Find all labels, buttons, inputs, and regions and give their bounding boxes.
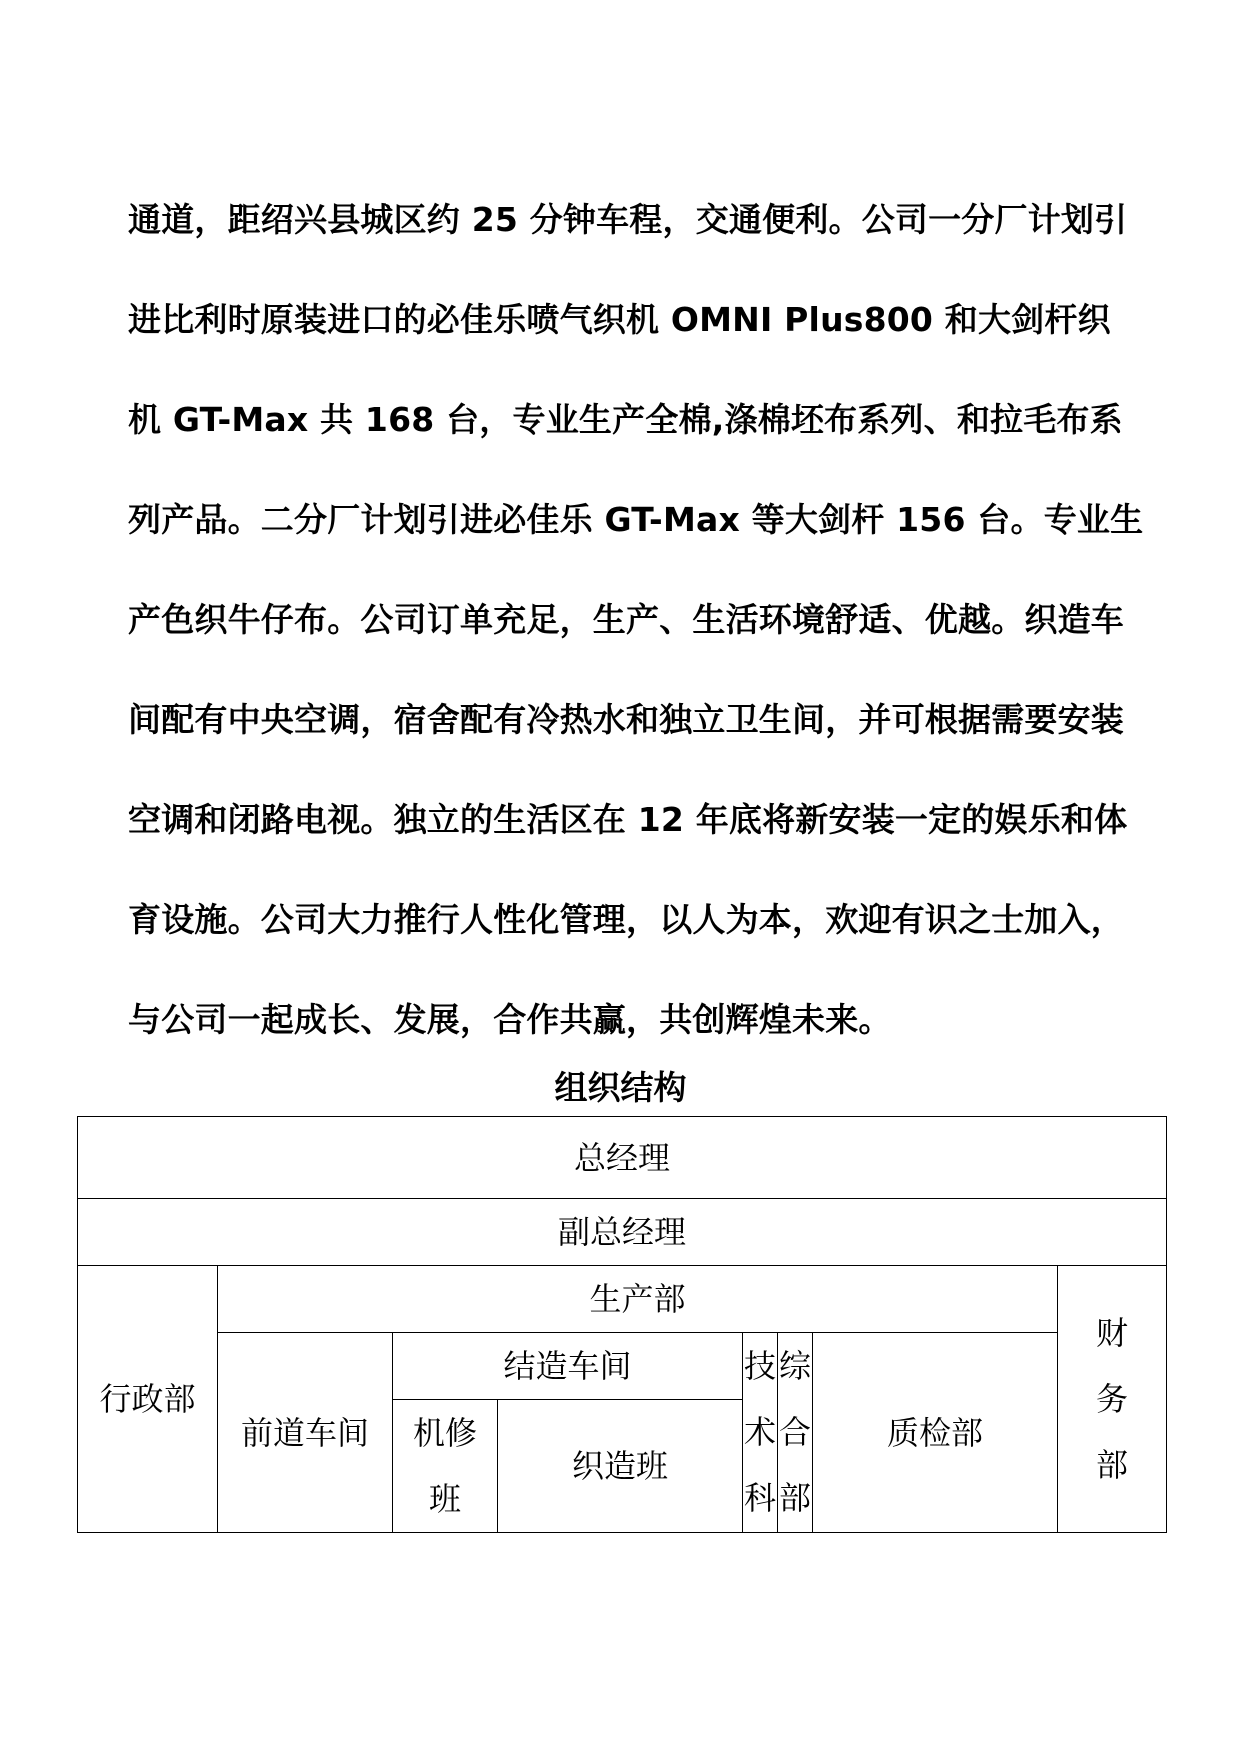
org-cell-deputy-general-manager: 副总经理 bbox=[78, 1199, 1167, 1266]
org-cell-general-manager: 总经理 bbox=[78, 1117, 1167, 1199]
paragraph-line: 产色织牛仔布。公司订单充足，生产、生活环境舒适、优越。织造车 bbox=[128, 600, 1124, 639]
section-title: 组织结构 bbox=[554, 1068, 687, 1107]
paragraph-line: 与公司一起成长、发展，合作共赢，共创辉煌未来。 bbox=[128, 1000, 892, 1039]
org-cell-tech-section: 技术科 bbox=[743, 1333, 778, 1533]
paragraph-line: 机 GT-Max 共 168 台，专业生产全棉,涤棉坯布系列、和拉毛布系 bbox=[128, 400, 1123, 439]
org-cell-production-dept: 生产部 bbox=[218, 1266, 1058, 1333]
paragraph-line: 育设施。公司大力推行人性化管理，以人为本，欢迎有识之士加入， bbox=[128, 900, 1124, 939]
org-cell-weaving-workshop: 结造车间 bbox=[393, 1333, 743, 1400]
paragraph-line: 空调和闭路电视。独立的生活区在 12 年底将新安装一定的娱乐和体 bbox=[128, 800, 1128, 839]
org-cell-weaving-team: 织造班 bbox=[498, 1400, 743, 1533]
org-cell-repair-team: 机修班 bbox=[393, 1400, 498, 1533]
paragraph-line: 进比利时原装进口的必佳乐喷气织机 OMNI Plus800 和大剑杆织 bbox=[128, 300, 1111, 339]
org-cell-front-workshop: 前道车间 bbox=[218, 1333, 393, 1533]
org-chart-table bbox=[77, 1116, 1167, 1533]
org-cell-qc-dept: 质检部 bbox=[813, 1333, 1058, 1533]
org-cell-finance-dept: 财务部 bbox=[1058, 1266, 1167, 1533]
org-cell-general-dept: 综合部 bbox=[778, 1333, 813, 1533]
org-cell-admin-dept: 行政部 bbox=[78, 1266, 218, 1533]
paragraph-line: 列产品。二分厂计划引进必佳乐 GT-Max 等大剑杆 156 台。专业生 bbox=[128, 500, 1144, 539]
paragraph-line: 通道，距绍兴县城区约 25 分钟车程，交通便利。公司一分厂计划引 bbox=[128, 200, 1128, 239]
paragraph-line: 间配有中央空调，宿舍配有冷热水和独立卫生间，并可根据需要安装 bbox=[128, 700, 1124, 739]
